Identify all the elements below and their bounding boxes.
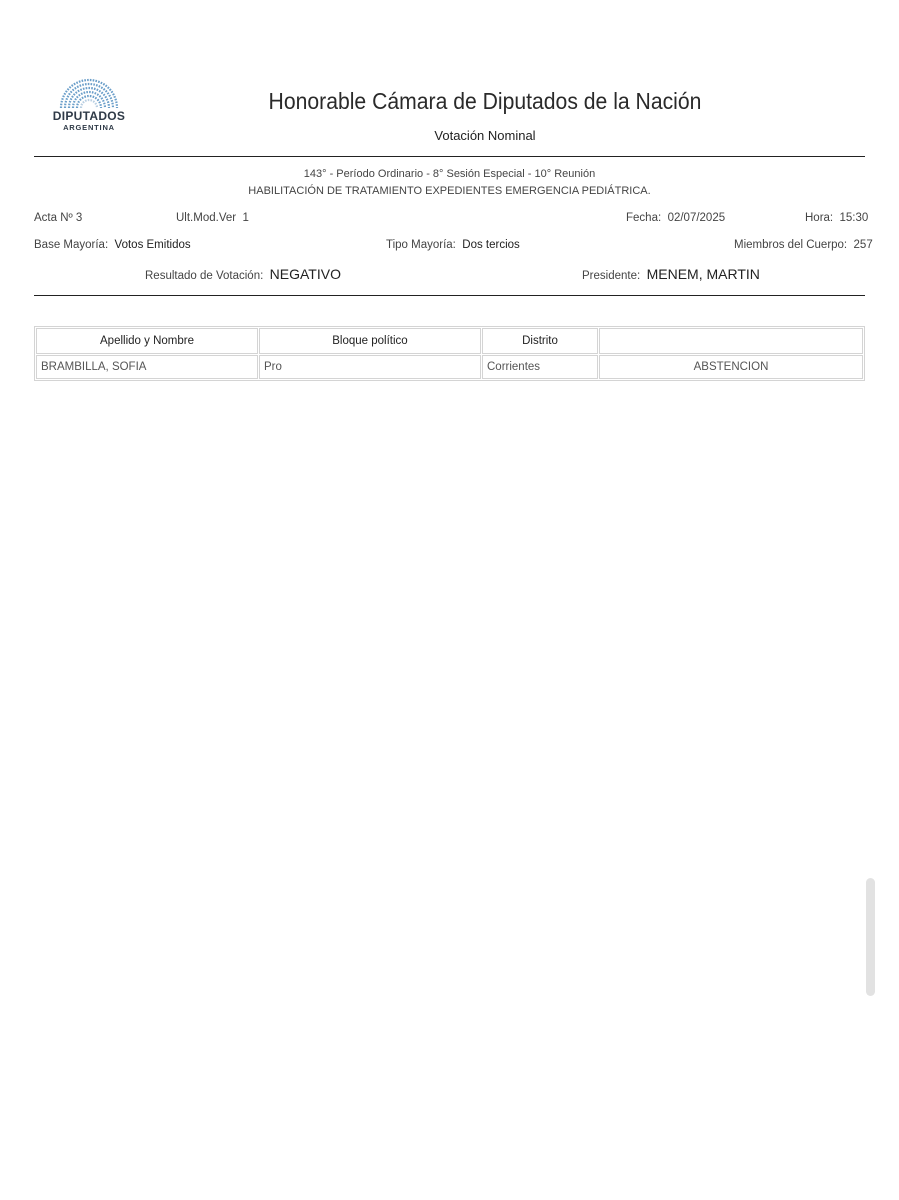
header-distrito: Distrito [482,328,598,354]
page-subtitle: Votación Nominal [434,128,536,143]
cell-bloque: Pro [259,355,481,379]
session-line-2: HABILITACIÓN DE TRATAMIENTO EXPEDIENTES EMERGENCIA PEDIÁTRICA. [248,185,651,197]
presidente [582,266,760,282]
miembros-cuerpo [734,239,873,251]
hora [805,212,868,224]
cell-nombre: BRAMBILLA, SOFIA [36,355,258,379]
header-apellido-nombre: Apellido y Nombre [36,328,258,354]
ult-mod-value: 1 [242,212,249,224]
tipo-mayoria-label: Tipo Mayoría: [386,239,456,251]
meta-divider [34,295,865,296]
tipo-mayoria [386,239,520,251]
presidente-label: Presidente: [582,270,641,282]
hora-value: 15:30 [839,212,869,224]
votes-table [34,326,865,381]
tipo-mayoria-value: Dos tercios [462,239,520,251]
resultado-value: NEGATIVO [269,266,341,282]
resultado-votacion [145,266,341,282]
hemicycle-icon [59,78,119,110]
cell-voto: ABSTENCION [599,355,863,379]
vertical-scrollbar[interactable] [866,878,875,996]
diputados-logo [48,78,130,142]
base-mayoria-label: Base Mayoría: [34,239,109,251]
ult-mod-label: Ult.Mod.Ver [176,212,237,224]
resultado-label: Resultado de Votación: [145,270,264,282]
logo-country: ARGENTINA [63,123,115,132]
fecha [626,212,725,224]
table-row [36,355,863,379]
header-voto [599,328,863,354]
miembros-value: 257 [853,239,873,251]
miembros-label: Miembros del Cuerpo: [734,239,848,251]
presidente-value: MENEM, MARTIN [646,266,760,282]
header-bloque-politico: Bloque político [259,328,481,354]
session-line-1: 143° - Período Ordinario - 8° Sesión Especial - 10° Reunión [303,168,596,180]
logo-name: DIPUTADOS [52,109,126,123]
hora-label: Hora: [805,212,834,224]
page-title: Honorable Cámara de Diputados de la Nación [268,88,702,114]
header-divider [34,156,865,157]
base-mayoria-value: Votos Emitidos [114,239,191,251]
fecha-label: Fecha: [626,212,662,224]
acta-number: Acta Nº 3 [34,212,83,224]
table-header-row [36,328,863,354]
ult-mod-version [176,212,249,224]
fecha-value: 02/07/2025 [667,212,726,224]
base-mayoria [34,239,191,251]
cell-distrito: Corrientes [482,355,598,379]
